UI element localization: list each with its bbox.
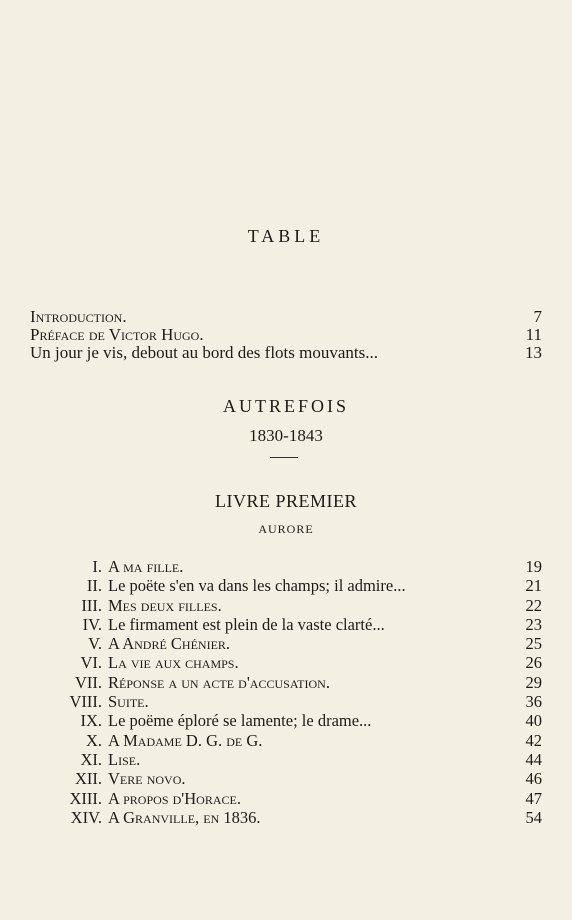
- entry-title: A Granville, en 1836.: [108, 807, 261, 827]
- entry-title: A André Chénier.: [108, 634, 231, 654]
- entry-page: 23: [525, 614, 542, 634]
- entry-title: Suite.: [108, 692, 149, 712]
- toc-entry: [30, 711, 542, 730]
- front-matter-row: [30, 344, 542, 362]
- entry-number: IX.: [80, 711, 102, 731]
- entry-page: 25: [525, 634, 542, 654]
- section-title: AUTREFOIS: [222, 396, 349, 416]
- entry-number: I.: [92, 557, 102, 576]
- toc-entry: [30, 673, 542, 692]
- entry-title: A Madame D. G. de G.: [108, 730, 263, 750]
- toc-entry: [30, 750, 542, 769]
- entry-page: 26: [525, 653, 542, 673]
- toc-list: [30, 557, 542, 827]
- entry-title: Le firmament est plein de la vaste clarté...: [108, 614, 385, 634]
- page-title: TABLE: [247, 226, 325, 246]
- entry-title: Réponse a un acte d'accusation.: [108, 672, 330, 692]
- toc-entry: [30, 596, 542, 615]
- entry-number: X.: [85, 730, 102, 750]
- entry-title: Le poëte s'en va dans les champs; il admire...: [108, 576, 406, 596]
- book-subtitle: AURORE: [258, 522, 314, 536]
- toc-entry: [30, 731, 542, 750]
- entry-page: 29: [525, 672, 542, 692]
- entry-title: La vie aux champs.: [108, 653, 239, 673]
- toc-entry: [30, 576, 542, 595]
- entry-page: 47: [525, 788, 542, 808]
- entry-page: 22: [525, 595, 542, 615]
- front-matter-page: 7: [533, 307, 542, 326]
- entry-title: A propos d'Horace.: [108, 788, 241, 808]
- front-matter-row: [30, 308, 542, 326]
- entry-title: Vere novo.: [108, 769, 186, 789]
- toc-entry: [30, 653, 542, 672]
- front-matter-page: 13: [525, 343, 542, 362]
- entry-number: XIV.: [70, 807, 102, 827]
- front-matter-list: [30, 308, 542, 362]
- toc-entry: [30, 557, 542, 576]
- entry-number: VII.: [74, 672, 102, 692]
- entry-page: 19: [525, 557, 542, 576]
- toc-entry: [30, 615, 542, 634]
- entry-number: II.: [86, 576, 102, 596]
- entry-number: VI.: [80, 653, 102, 673]
- entry-page: 46: [525, 769, 542, 789]
- entry-title: Lise.: [108, 749, 141, 769]
- front-matter-row: [30, 326, 542, 344]
- toc-entry: [30, 634, 542, 653]
- entry-page: 40: [525, 711, 542, 731]
- entry-page: 44: [525, 749, 542, 769]
- toc-entry: [30, 789, 542, 808]
- entry-number: XII.: [74, 769, 102, 789]
- front-matter-title: Préface de Victor Hugo.: [30, 325, 204, 344]
- entry-page: 36: [525, 692, 542, 712]
- front-matter-title: Introduction.: [30, 307, 127, 326]
- front-matter-title: Un jour je vis, debout au bord des flots mouvants...: [30, 343, 378, 362]
- entry-number: XIII.: [69, 788, 102, 808]
- entry-page: 21: [525, 576, 542, 596]
- entry-number: III.: [81, 595, 102, 615]
- divider-rule: [270, 457, 298, 458]
- entry-title: Le poëme éploré se lamente; le drame...: [108, 711, 372, 731]
- entry-page: 42: [525, 730, 542, 750]
- entry-title: A ma fille.: [108, 557, 184, 576]
- book-title: LIVRE PREMIER: [214, 491, 357, 511]
- section-years: 1830-1843: [249, 426, 323, 445]
- toc-entry: [30, 769, 542, 788]
- front-matter-page: 11: [525, 325, 542, 344]
- entry-page: 54: [525, 807, 542, 827]
- entry-number: VIII.: [69, 692, 102, 712]
- entry-number: XI.: [80, 749, 102, 769]
- toc-entry: [30, 808, 542, 827]
- entry-number: IV.: [82, 614, 102, 634]
- entry-title: Mes deux filles.: [108, 595, 222, 615]
- entry-number: V.: [88, 634, 102, 654]
- toc-entry: [30, 692, 542, 711]
